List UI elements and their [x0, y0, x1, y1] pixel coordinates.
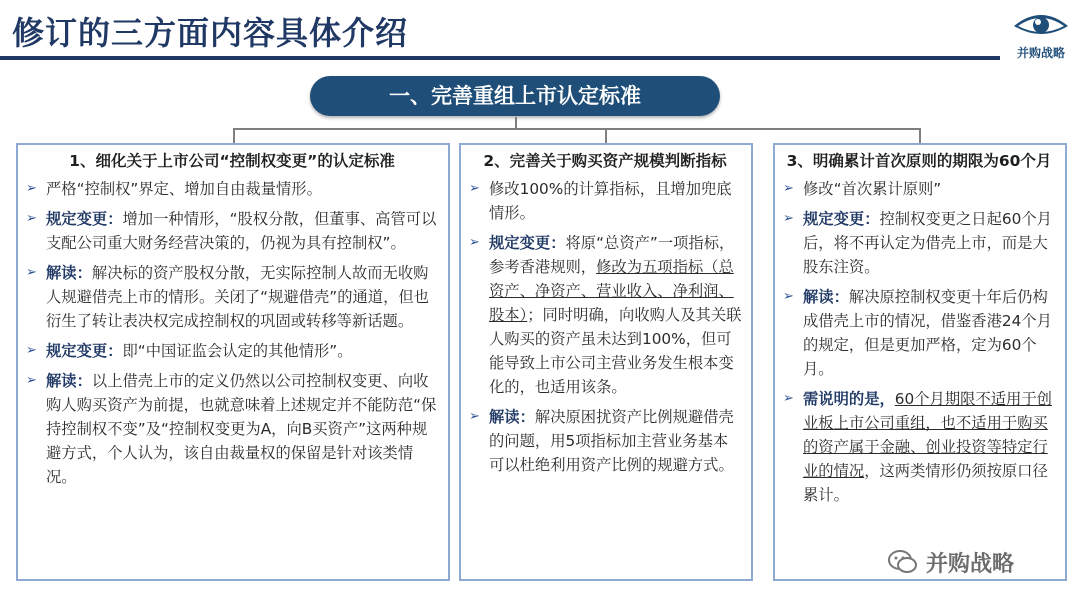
arrow-bullet-icon: ➢: [783, 391, 794, 406]
arrow-bullet-icon: ➢: [783, 289, 794, 304]
list-item: ➢ 规定变更：将原“总资产”一项指标，参考香港规则，修改为五项指标（总资产、净资产、营业收入、净利润、股本）；同时明确，向收购人及其关联人购买的资产虽未达到100%，但可能导致上市公司主营业务发生根本变化的，也适用该条。: [467, 231, 743, 399]
brand-logo: [1008, 6, 1074, 62]
arrow-bullet-icon: ➢: [469, 181, 480, 196]
column-heading: 2、完善关于购买资产规模判断指标: [483, 152, 727, 170]
arrow-bullet-icon: ➢: [783, 211, 794, 226]
list-item: ➢ 修改“首次累计原则”: [781, 177, 1057, 201]
arrow-bullet-icon: ➢: [469, 235, 480, 250]
connector-right-drop: [919, 128, 921, 143]
eye-icon: [1008, 6, 1074, 46]
list-item: ➢ 需说明的是，60个月期限不适用于创业板上市公司重组，也不适用于购买的资产属于金融、创业投资等特定行业的情况，这两类情形仍须按原口径累计。: [781, 387, 1057, 507]
page-title: 修订的三方面内容具体介绍: [12, 14, 409, 52]
column-asset-scale: [459, 143, 753, 581]
list-item: ➢ 解读：解决标的资产股权分散，无实际控制人故而无收购人规避借壳上市的情形。关闭了“规避借壳”的通道，但也衍生了转让表决权完成控制权的巩固或转移等新话题。: [24, 261, 440, 333]
wechat-watermark: [888, 546, 1014, 578]
column-control-change: [16, 143, 450, 581]
arrow-bullet-icon: ➢: [26, 373, 37, 388]
list-item: ➢ 严格“控制权”界定、增加自由裁量情形。: [24, 177, 440, 201]
wechat-icon: [888, 549, 918, 575]
arrow-bullet-icon: ➢: [26, 181, 37, 196]
list-item: ➢ 规定变更：即“中国证监会认定的其他情形”。: [24, 339, 440, 363]
list-item: ➢ 规定变更：控制权变更之日起60个月后，将不再认定为借壳上市，而是大股东注资。: [781, 207, 1057, 279]
list-item: ➢ 解读：以上借壳上市的定义仍然以公司控制权变更、向收购人购买资产为前提，也就意味着上述规定并不能防范“保持控制权不变”及“控制权变更为A，向B买资产”这两种规避方式，个人认为，该自由裁量权的保留是针对该类情况。: [24, 369, 440, 489]
column-heading: 1、细化关于上市公司“控制权变更”的认定标准: [69, 152, 395, 170]
column-cumulative-principle: [773, 143, 1067, 581]
brand-logo-text: 并购战略: [1016, 46, 1065, 60]
watermark-text: 并购战略: [926, 551, 1015, 577]
list-item: ➢ 解读：解决原困扰资产比例规避借壳的问题，用5项指标加主营业务基本可以杜绝利用资产比例的规避方式。: [467, 405, 743, 477]
arrow-bullet-icon: ➢: [26, 265, 37, 280]
arrow-bullet-icon: ➢: [469, 409, 480, 424]
arrow-bullet-icon: ➢: [783, 181, 794, 196]
connector-left-drop: [233, 128, 235, 143]
title-divider: [0, 56, 1000, 60]
section-banner: 一、完善重组上市认定标准: [310, 76, 720, 116]
column-heading: 3、明确累计首次原则的期限为60个月: [786, 152, 1052, 170]
arrow-bullet-icon: ➢: [26, 343, 37, 358]
connector-horizontal: [233, 128, 920, 130]
list-item: ➢ 解读：解决原控制权变更十年后仍构成借壳上市的情况，借鉴香港24个月的规定，但是更加严格，定为60个月。: [781, 285, 1057, 381]
connector-mid-drop: [605, 128, 607, 143]
list-item: ➢ 规定变更：增加一种情形，“股权分散，但董事、高管可以支配公司重大财务经营决策的，仍视为具有控制权”。: [24, 207, 440, 255]
list-item: ➢ 修改100%的计算指标，且增加兜底情形。: [467, 177, 743, 225]
arrow-bullet-icon: ➢: [26, 211, 37, 226]
